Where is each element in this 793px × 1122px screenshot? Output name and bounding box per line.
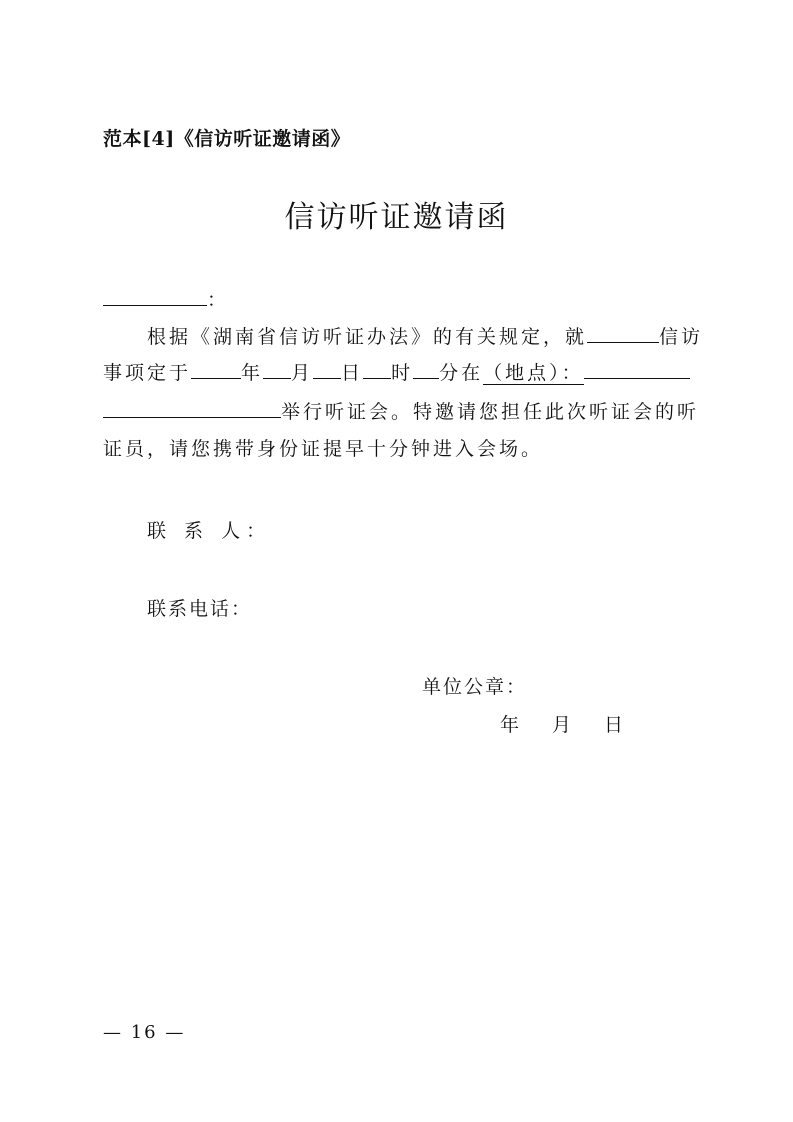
body-line-2 (103, 356, 690, 388)
signature-date (500, 710, 623, 737)
body-line-1 (147, 320, 703, 352)
recipient-blank (103, 283, 207, 306)
date-day: 日 (604, 714, 624, 736)
matter-blank (587, 320, 659, 343)
document-heading: 范本[4]《信访听证邀请函》 (103, 128, 351, 150)
place-label: （地点）： (483, 362, 584, 384)
place-blank-continued (103, 395, 281, 418)
salutation-colon: ： (207, 289, 230, 311)
page-number: — 16 — (103, 1022, 186, 1043)
seal-label: 单位公章： (422, 676, 528, 698)
body-line-3 (103, 395, 699, 427)
minute-label: 分在 (439, 362, 484, 384)
date-year: 年 (500, 714, 520, 736)
salutation-line (103, 283, 229, 315)
body-text: 事项定于 (103, 362, 192, 384)
body-line-4 (103, 434, 543, 464)
day-blank (313, 356, 341, 379)
contact-phone-label: 联系电话： (147, 598, 253, 620)
place-blank (584, 356, 690, 379)
year-label: 年 (241, 362, 264, 384)
year-blank (191, 356, 241, 379)
month-label: 月 (291, 362, 314, 384)
hour-blank (363, 356, 391, 379)
page-title: 信访听证邀请函 (284, 200, 509, 235)
date-month: 月 (552, 714, 572, 736)
body-text: 信访 (659, 326, 704, 348)
contact-person-label: 联 系 人： (147, 520, 272, 542)
month-blank (263, 356, 291, 379)
body-text: 举行听证会。特邀请您担任此次听证会的听 (281, 401, 700, 423)
day-label: 日 (341, 362, 364, 384)
hour-label: 时 (391, 362, 414, 384)
body-text: 根据《湖南省信访听证办法》的有关规定，就 (147, 326, 588, 348)
body-text: 证员，请您携带身份证提早十分钟进入会场。 (103, 438, 544, 460)
minute-blank (413, 356, 439, 379)
